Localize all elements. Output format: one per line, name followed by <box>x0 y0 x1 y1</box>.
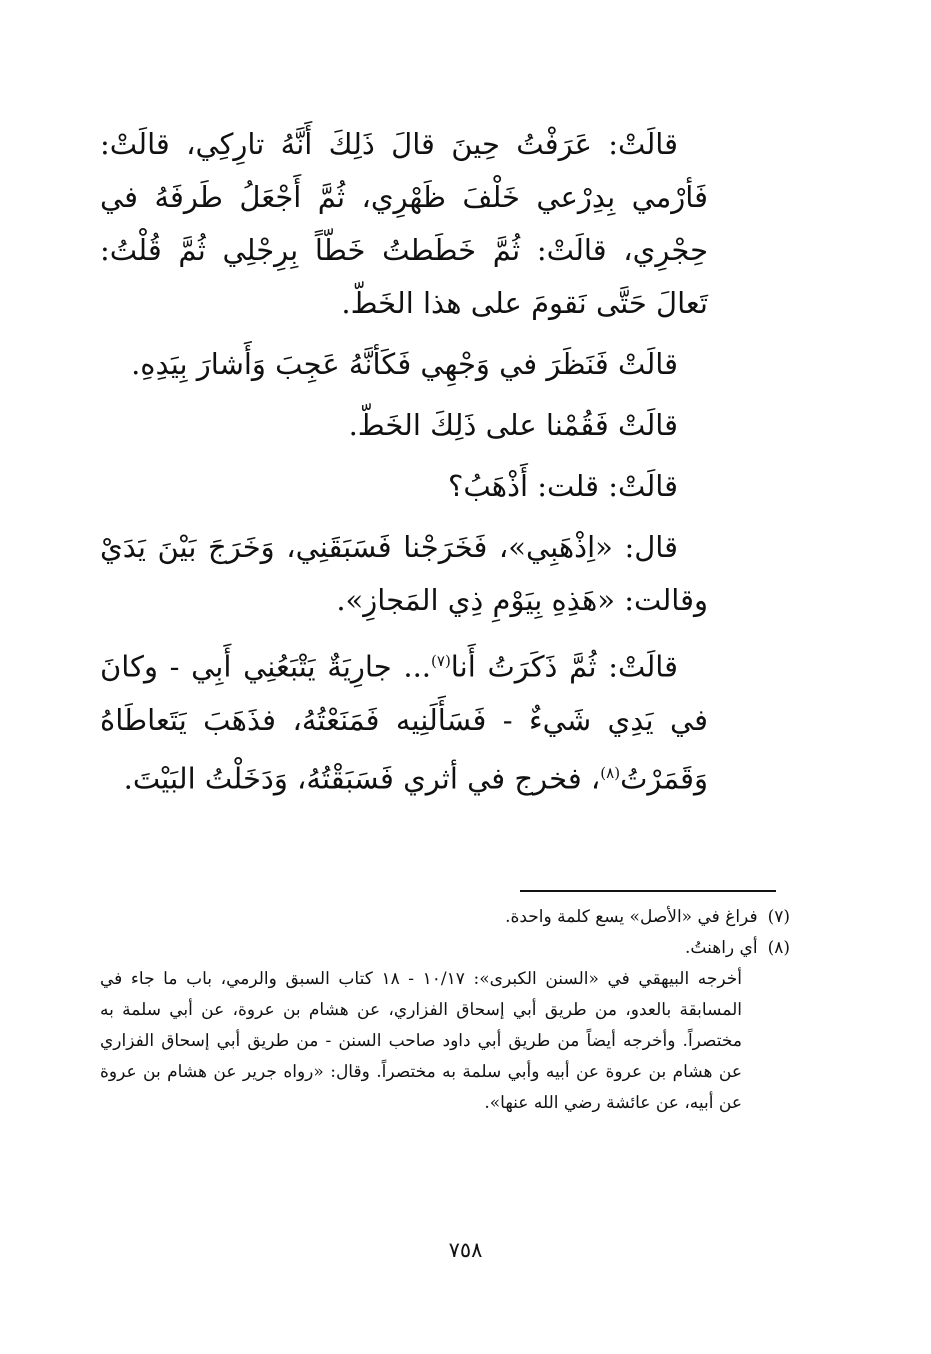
paragraph-2: قالَتْ فَنَظَرَ في وَجْهِي فَكَأنَّهُ عَجِبَ وَأَشارَ بِيَدِهِ. <box>131 347 678 381</box>
footnotes <box>100 902 790 1119</box>
footnote-7-number: (٧) <box>767 907 790 927</box>
paragraph-3: قالَتْ فَقُمْنا على ذَلِكَ الخَطّ. <box>348 408 678 442</box>
footnote-7-text: فراغ في «الأصل» يسع كلمة واحدة. <box>505 907 758 927</box>
footnote-8-number: (٨) <box>767 938 790 958</box>
page-number: ٧٥٨ <box>448 1238 483 1262</box>
footnote-8 <box>100 933 790 964</box>
paragraph-6-end: ، فخرج في أثري فَسَبَقْتُهُ، وَدَخَلْتُ البَيْتَ. <box>123 761 601 796</box>
paragraph-1: قالَتْ: عَرَفْتُ حِينَ قالَ ذَلِكَ أَنَّهُ تارِكِي، قالَتْ: فَأرْمي بِدِرْعي خَلْفَ ظَهْرِي، ثُمَّ أَجْعَلُ طَرفَهُ في حِجْرِي، قالَتْ: ثُمَّ خَطَطتُ خَطّاً بِرِجْلِي ثُمَّ قُلْتُ: تَعالَ حَتَّى نَقومَ على هذا الخَطّ. <box>100 127 708 320</box>
footnote-ref-7: (٧) <box>431 652 451 670</box>
footnote-8-text: أي راهنتُ. <box>685 938 758 958</box>
paragraph-4: قالَتْ: قلت: أَذْهَبُ؟ <box>447 469 678 503</box>
footnote-8-continuation: أخرجه البيهقي في «السنن الكبرى»: ١٠/١٧ - ١٨ كتاب السبق والرمي، باب ما جاء في المسابقة بالعدو، من طريق أبي إسحاق الفزاري، عن هشام بن عروة، عن أبي سلمة به مختصراً. وأخرجه أيضاً من طريق أبي داود صاحب السنن - من طريق أبي إسحاق الفزاري عن هشام بن عروة عن أبيه وأبي سلمة به مختصراً. وقال: «رواه جرير عن هشام بن عروة عن أبيه، عن عائشة رضي الله عنها». <box>100 969 743 1113</box>
paragraph-6-start: قالَتْ: ثُمَّ ذَكَرَتُ أَنا <box>450 649 678 684</box>
main-text <box>100 118 708 813</box>
footnote-ref-8: (٨) <box>600 763 621 782</box>
paragraph-6-middle: ... جارِيَةٌ يَتْبَعُنِي أَبِي - وكانَ في يَدِي شَيءٌ - فَسَأَلَنِيه فَمَنَعْتُهُ، فذَهَبَ يَتَعاطَاهُ وَقَمَرْتُ <box>100 649 708 796</box>
footnote-separator <box>520 890 776 892</box>
paragraph-6 <box>100 635 708 805</box>
paragraph-5: قال: «اِذْهَبِي»، فَخَرَجْنا فَسَبَقَنِي، وَخَرَجَ بَيْنَ يَدَيْ وقالت: «هَذِهِ بِيَوْمِ ذِي المَجازِ». <box>100 530 708 617</box>
footnote-7 <box>100 902 790 933</box>
